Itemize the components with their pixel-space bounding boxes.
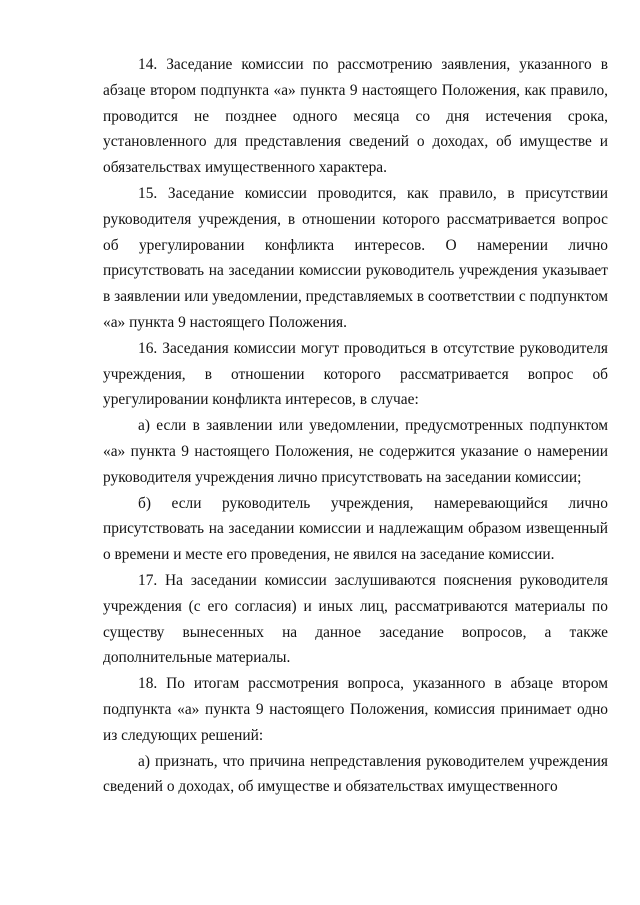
paragraph-16-a: а) если в заявлении или уведомлении, предусмотренных подпунктом «а» пункта 9 настоящего Положения, не содержится указание о намерении руководителя учреждения лично присутствовать на заседании комиссии; bbox=[103, 417, 608, 486]
paragraph-16-b: б) если руководитель учреждения, намеревающийся лично присутствовать на заседании комиссии и надлежащим образом извещенный о времени и месте его проведения, не явился на заседание комиссии. bbox=[103, 494, 608, 564]
paragraph-14: 14. Заседание комиссии по рассмотрению заявления, указанного в абзаце втором подпункта «а» пункта 9 настоящего Положения, как правило, проводится не позднее одного месяца со дня истечения срока, установленного для представления сведений о доходах, об имуществе и обязательствах имущественного характера. bbox=[103, 56, 608, 177]
paragraph-18: 18. По итогам рассмотрения вопроса, указанного в абзаце втором подпункта «а» пункта 9 настоящего Положения, комиссия принимает одно из следующих решений: bbox=[103, 675, 608, 744]
paragraph-15: 15. Заседание комиссии проводится, как правило, в присутствии руководителя учреждения, в отношении которого рассматривается вопрос об урегулировании конфликта интересов. О намерении лично присутствовать на заседании комиссии руководитель учреждения указывает в заявлении или уведомлении, представляемых в соответствии с подпунктом «а» пункта 9 настоящего Положения. bbox=[103, 184, 608, 331]
paragraph-16: 16. Заседания комиссии могут проводиться в отсутствие руководителя учреждения, в отношении которого рассматривается вопрос об урегулировании конфликта интересов, в случае: bbox=[103, 339, 608, 409]
paragraph-17: 17. На заседании комиссии заслушиваются пояснения руководителя учреждения (с его согласия) и иных лиц, рассматриваются материалы по существу вынесенных на данное заседание вопросов, а также дополнительные материалы. bbox=[103, 571, 608, 667]
document-page bbox=[103, 52, 608, 800]
paragraph-18-a: а) признать, что причина непредставления руководителем учреждения сведений о доходах, об имуществе и обязательствах имущественного bbox=[103, 752, 608, 796]
